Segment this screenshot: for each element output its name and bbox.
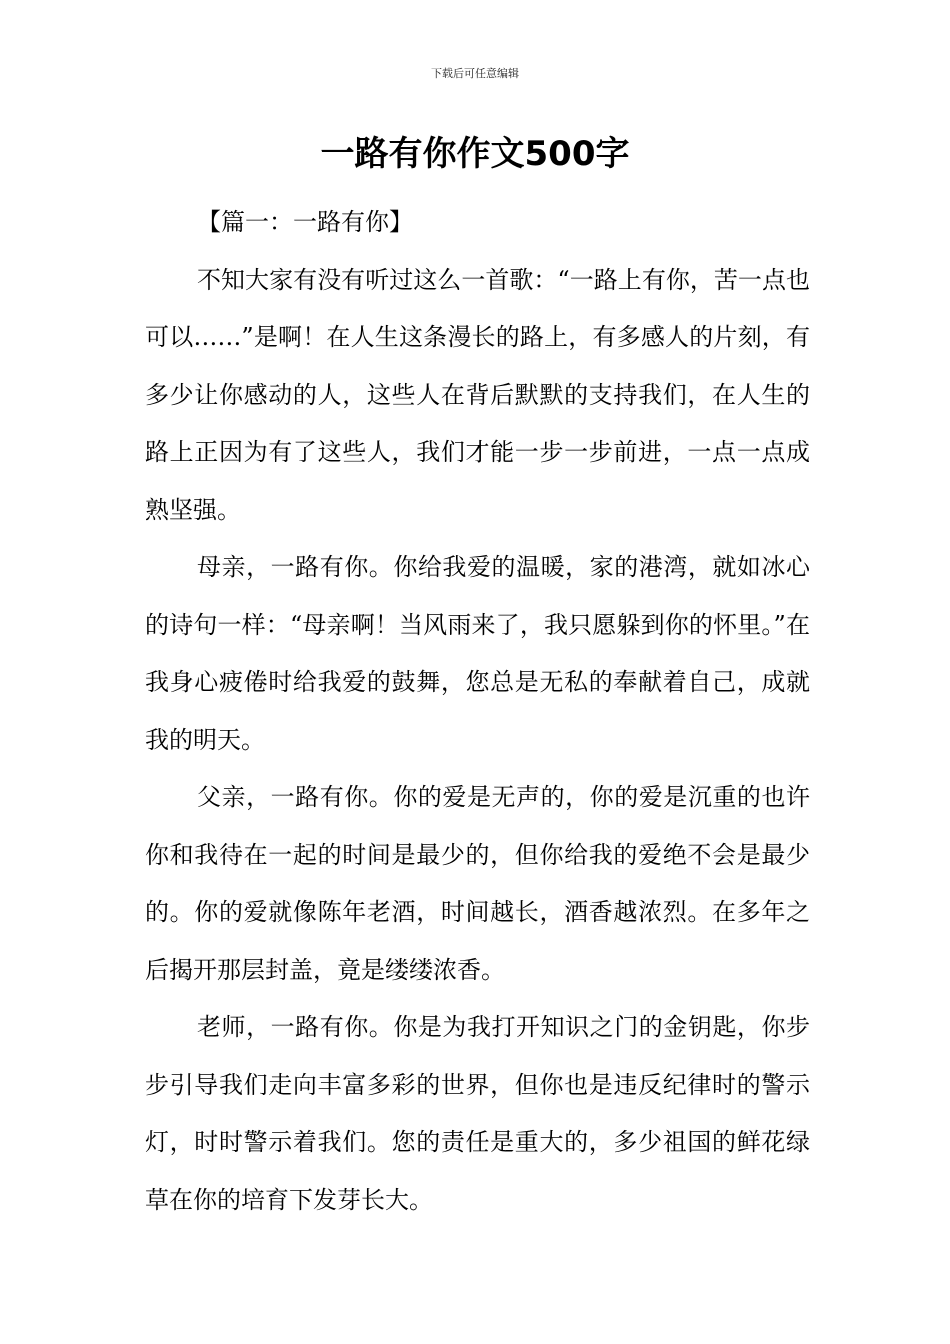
document-title: 一路有你作文500字: [320, 134, 630, 174]
paragraph-intro: 不知大家有没有听过这么一首歌：“一路上有你，苦一点也可以……”是啊！在人生这条漫长的路上，有多感人的片刻，有多少让你感动的人，这些人在背后默默的支持我们，在人生的路上正因为有了这些人，我们才能一步一步前进，一点一点成熟坚强。: [145, 265, 810, 524]
paragraph-mother: 母亲，一路有你。你给我爱的温暖，家的港湾，就如冰心的诗句一样：“母亲啊！当风雨来了，我只愿躲到你的怀里。”在我身心疲倦时给我爱的鼓舞，您总是无私的奉献着自己，成就我的明天。: [145, 553, 810, 754]
section-heading: 【篇一：一路有你】: [197, 208, 413, 236]
header-note: 下载后可任意编辑: [431, 67, 519, 80]
document-body: [145, 194, 810, 1229]
paragraph-teacher: 老师，一路有你。你是为我打开知识之门的金钥匙，你步步引导我们走向丰富多彩的世界，但你也是违反纪律时的警示灯，时时警示着我们。您的责任是重大的，多少祖国的鲜花绿草在你的培育下发芽长大。: [145, 1013, 810, 1214]
paragraph-father: 父亲，一路有你。你的爱是无声的，你的爱是沉重的也许你和我待在一起的时间是最少的，但你给我的爱绝不会是最少的。你的爱就像陈年老酒，时间越长，酒香越浓烈。在多年之后揭开那层封盖，竟是缕缕浓香。: [145, 783, 810, 984]
